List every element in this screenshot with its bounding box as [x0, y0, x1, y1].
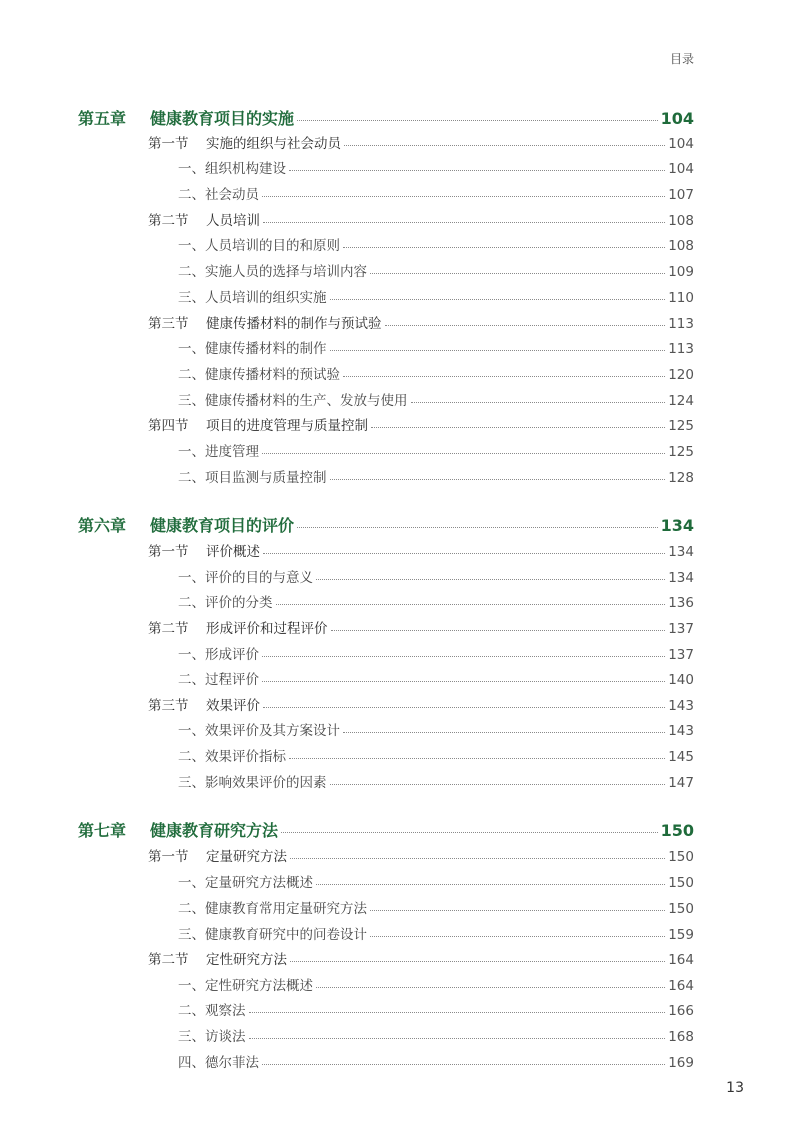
toc-entry-title: 二、健康教育常用定量研究方法 [178, 901, 367, 917]
toc-entry-page: 104 [660, 109, 694, 128]
dot-leader [263, 553, 665, 554]
toc-entry-label [148, 694, 260, 714]
toc-entry-title: 三、健康教育研究中的问卷设计 [178, 927, 367, 943]
toc-entry-title: 人员培训 [206, 213, 260, 229]
toc-entry-page: 140 [668, 672, 694, 688]
toc-entry-title: 形成评价和过程评价 [206, 621, 328, 637]
dot-leader [297, 527, 658, 528]
toc-subsection-entry[interactable] [178, 719, 694, 739]
toc-entry-title: 三、影响效果评价的因素 [178, 775, 327, 791]
toc-entry-page: 104 [668, 136, 694, 152]
toc-subsection-entry[interactable] [178, 974, 694, 994]
toc-entry-number: 第二节 [148, 952, 189, 968]
toc-entry-label [178, 974, 313, 994]
toc-entry-label [148, 845, 287, 865]
toc-subsection-entry[interactable] [178, 389, 694, 409]
toc-section-entry[interactable] [148, 312, 694, 332]
dot-leader [370, 273, 665, 274]
toc-entry-number: 第二节 [148, 621, 189, 637]
dot-leader [343, 732, 665, 733]
toc-subsection-entry[interactable] [178, 643, 694, 663]
toc-entry-page: 104 [668, 161, 694, 177]
toc-section-entry[interactable] [148, 694, 694, 714]
toc-entry-page: 128 [668, 470, 694, 486]
toc-entry-page: 125 [668, 444, 694, 460]
toc-entry-title: 一、人员培训的目的和原则 [178, 238, 340, 254]
toc-entry-label [148, 132, 341, 152]
toc-entry-title: 一、定性研究方法概述 [178, 978, 313, 994]
toc-entry-label [78, 513, 294, 536]
toc-entry-page: 125 [668, 418, 694, 434]
toc-section-entry[interactable] [148, 948, 694, 968]
toc-subsection-entry[interactable] [178, 337, 694, 357]
toc-entry-title: 二、评价的分类 [178, 595, 273, 611]
toc-entry-page: 159 [668, 927, 694, 943]
toc-chapter-entry[interactable] [78, 818, 694, 841]
toc-entry-title: 一、评价的目的与意义 [178, 570, 313, 586]
toc-entry-page: 150 [660, 821, 694, 840]
toc-entry-title: 二、实施人员的选择与培训内容 [178, 264, 367, 280]
toc-entry-label [178, 999, 246, 1019]
toc-entry-title: 定量研究方法 [206, 849, 287, 865]
dot-leader [281, 832, 658, 833]
toc-section-entry[interactable] [148, 540, 694, 560]
toc-entry-page: 150 [668, 901, 694, 917]
toc-entry-label [178, 440, 259, 460]
dot-leader [371, 427, 665, 428]
toc-entry-page: 143 [668, 723, 694, 739]
toc-entry-title: 二、效果评价指标 [178, 749, 286, 765]
toc-entry-title: 健康教育项目的评价 [150, 516, 295, 535]
dot-leader [370, 936, 665, 937]
toc-subsection-entry[interactable] [178, 871, 694, 891]
dot-leader [343, 376, 665, 377]
toc-entry-page: 108 [668, 238, 694, 254]
toc-subsection-entry[interactable] [178, 157, 694, 177]
toc-entry-page: 143 [668, 698, 694, 714]
dot-leader [297, 120, 658, 121]
toc-entry-number: 第一节 [148, 849, 189, 865]
dot-leader [262, 681, 665, 682]
toc-entry-label [178, 389, 408, 409]
toc-entry-label [178, 591, 273, 611]
toc-entry-label [178, 363, 340, 383]
dot-leader [331, 630, 666, 631]
dot-leader [263, 222, 665, 223]
toc-entry-page: 108 [668, 213, 694, 229]
dot-leader [316, 884, 665, 885]
toc-entry-title: 一、组织机构建设 [178, 161, 286, 177]
toc-section-entry[interactable] [148, 414, 694, 434]
toc-entry-title: 三、人员培训的组织实施 [178, 290, 327, 306]
dot-leader [262, 453, 665, 454]
running-head: 目录 [669, 52, 694, 66]
toc-entry-title: 一、形成评价 [178, 647, 259, 663]
toc-entry-title: 健康教育项目的实施 [150, 109, 295, 128]
dot-leader [289, 758, 665, 759]
dot-leader [263, 707, 665, 708]
toc-entry-title: 一、效果评价及其方案设计 [178, 723, 340, 739]
dot-leader [344, 145, 665, 146]
dot-leader [249, 1038, 666, 1039]
toc-entry-page: 164 [668, 952, 694, 968]
toc-subsection-entry[interactable] [178, 668, 694, 688]
toc-entry-page: 110 [668, 290, 694, 306]
toc-entry-label [178, 566, 313, 586]
toc-entry-label [178, 771, 327, 791]
dot-leader [249, 1012, 666, 1013]
toc-entry-label [148, 540, 260, 560]
toc-entry-number: 第二节 [148, 213, 189, 229]
dot-leader [330, 350, 666, 351]
toc-entry-title: 四、德尔菲法 [178, 1055, 259, 1071]
toc-entry-number: 第六章 [78, 516, 127, 535]
toc-subsection-entry[interactable] [178, 286, 694, 306]
toc-entry-page: 137 [668, 647, 694, 663]
toc-subsection-entry[interactable] [178, 1025, 694, 1045]
toc-entry-title: 三、健康传播材料的生产、发放与使用 [178, 393, 408, 409]
toc-entry-label [178, 157, 286, 177]
toc-entry-label [178, 719, 340, 739]
toc-entry-page: 134 [668, 570, 694, 586]
toc-subsection-entry[interactable] [178, 440, 694, 460]
toc-section-entry[interactable] [148, 209, 694, 229]
toc-entry-number: 第五章 [78, 109, 127, 128]
toc-entry-page: 147 [668, 775, 694, 791]
toc-entry-number: 第一节 [148, 544, 189, 560]
dot-leader [276, 604, 666, 605]
toc-subsection-entry[interactable] [178, 771, 694, 791]
toc-entry-title: 一、定量研究方法概述 [178, 875, 313, 891]
toc-section-entry[interactable] [148, 845, 694, 865]
dot-leader [316, 579, 665, 580]
toc-entry-label [178, 897, 367, 917]
toc-entry-title: 二、过程评价 [178, 672, 259, 688]
toc-subsection-entry[interactable] [178, 466, 694, 486]
toc-entry-page: 134 [660, 516, 694, 535]
dot-leader [385, 325, 666, 326]
toc-section-entry[interactable] [148, 617, 694, 637]
toc-entry-title: 评价概述 [206, 544, 260, 560]
toc-entry-number: 第四节 [148, 418, 189, 434]
dot-leader [330, 784, 666, 785]
toc-entry-label [148, 209, 260, 229]
toc-entry-label [178, 923, 367, 943]
toc-entry-label [178, 183, 259, 203]
dot-leader [262, 196, 665, 197]
toc-chapter-entry[interactable] [78, 106, 694, 129]
toc-entry-label [178, 668, 259, 688]
dot-leader [316, 987, 665, 988]
toc-entry-label [178, 234, 340, 254]
toc-entry-page: 107 [668, 187, 694, 203]
toc-entry-page: 136 [668, 595, 694, 611]
toc-entry-label [148, 414, 368, 434]
toc-chapter-entry[interactable] [78, 513, 694, 536]
toc-entry-page: 113 [668, 316, 694, 332]
toc-entry-label [78, 106, 294, 129]
toc-entry-label [148, 312, 382, 332]
toc-subsection-entry[interactable] [178, 234, 694, 254]
toc-entry-number: 第三节 [148, 698, 189, 714]
toc-subsection-entry[interactable] [178, 923, 694, 943]
toc-subsection-entry[interactable] [178, 566, 694, 586]
toc-entry-page: 166 [668, 1003, 694, 1019]
page-number: 13 [726, 1080, 744, 1096]
toc-subsection-entry[interactable] [178, 183, 694, 203]
toc-entry-page: 169 [668, 1055, 694, 1071]
toc-entry-page: 109 [668, 264, 694, 280]
toc-subsection-entry[interactable] [178, 591, 694, 611]
toc-section-entry[interactable] [148, 132, 694, 152]
toc-entry-page: 150 [668, 875, 694, 891]
toc-entry-label [178, 1051, 259, 1071]
toc-entry-title: 项目的进度管理与质量控制 [206, 418, 368, 434]
toc-entry-title: 二、观察法 [178, 1003, 246, 1019]
dot-leader [290, 961, 665, 962]
toc-entry-label [178, 466, 327, 486]
dot-leader [330, 299, 666, 300]
toc-entry-label [178, 745, 286, 765]
dot-leader [262, 656, 665, 657]
toc-entry-title: 定性研究方法 [206, 952, 287, 968]
toc-entry-label [178, 871, 313, 891]
toc-entry-title: 实施的组织与社会动员 [206, 136, 341, 152]
toc-entry-page: 150 [668, 849, 694, 865]
dot-leader [411, 402, 666, 403]
toc-entry-page: 124 [668, 393, 694, 409]
toc-entry-page: 137 [668, 621, 694, 637]
toc-subsection-entry[interactable] [178, 897, 694, 917]
toc-entry-title: 健康教育研究方法 [150, 821, 279, 840]
toc-entry-label [148, 948, 287, 968]
toc-entry-label [178, 643, 259, 663]
toc-subsection-entry[interactable] [178, 260, 694, 280]
toc-entry-label [78, 818, 278, 841]
toc-entry-label [148, 617, 328, 637]
toc-entry-page: 168 [668, 1029, 694, 1045]
toc-entry-title: 二、健康传播材料的预试验 [178, 367, 340, 383]
toc-entry-number: 第一节 [148, 136, 189, 152]
dot-leader [330, 479, 666, 480]
toc-subsection-entry[interactable] [178, 363, 694, 383]
toc-entry-page: 145 [668, 749, 694, 765]
toc-entry-page: 134 [668, 544, 694, 560]
toc-subsection-entry[interactable] [178, 1051, 694, 1071]
toc-entry-page: 164 [668, 978, 694, 994]
dot-leader [262, 1064, 665, 1065]
toc-entry-label [178, 337, 327, 357]
dot-leader [343, 247, 665, 248]
toc-entry-page: 113 [668, 341, 694, 357]
toc-entry-title: 二、社会动员 [178, 187, 259, 203]
toc-entry-number: 第七章 [78, 821, 127, 840]
toc-entry-title: 健康传播材料的制作与预试验 [206, 316, 382, 332]
toc-entry-label [178, 286, 327, 306]
dot-leader [290, 858, 665, 859]
toc-subsection-entry[interactable] [178, 745, 694, 765]
toc-entry-title: 三、访谈法 [178, 1029, 246, 1045]
toc-entry-page: 120 [668, 367, 694, 383]
toc-entry-title: 二、项目监测与质量控制 [178, 470, 327, 486]
toc-entry-label [178, 260, 367, 280]
dot-leader [289, 170, 665, 171]
toc-entry-title: 一、进度管理 [178, 444, 259, 460]
toc-entry-number: 第三节 [148, 316, 189, 332]
toc-entry-title: 效果评价 [206, 698, 260, 714]
toc-subsection-entry[interactable] [178, 999, 694, 1019]
toc-entry-label [178, 1025, 246, 1045]
toc-entry-title: 一、健康传播材料的制作 [178, 341, 327, 357]
dot-leader [370, 910, 665, 911]
